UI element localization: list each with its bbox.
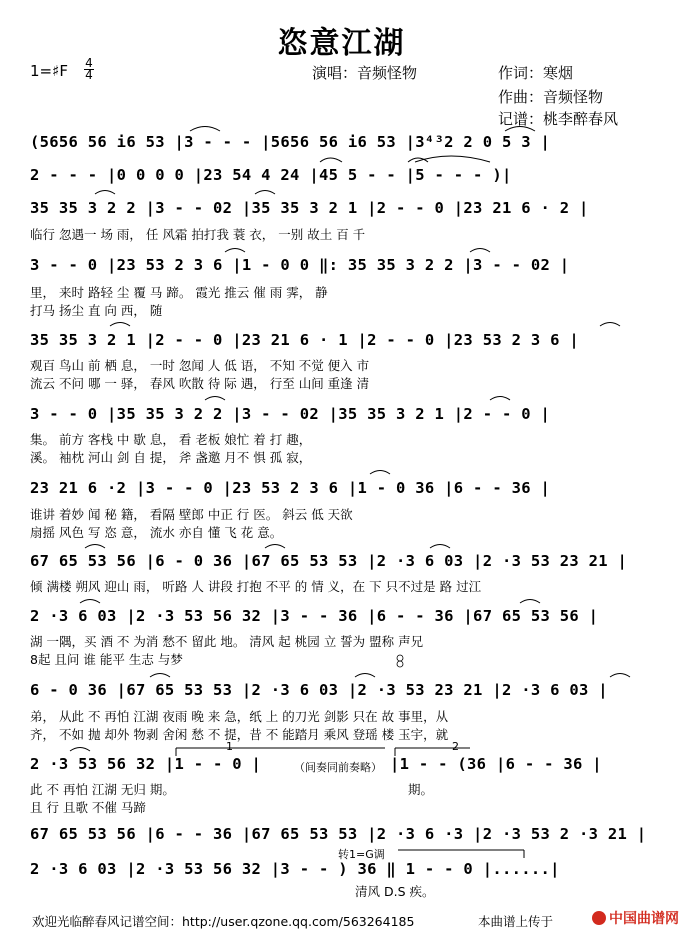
lyric-row-9: 扇摇 风色 写 恣 意， 流水 亦自 懂 飞 花 意。 bbox=[30, 525, 283, 540]
lyric-row-16: 且 行 且歌 不催 马蹄 bbox=[30, 800, 146, 815]
score-row-13: 2 ·3 6 03 |2 ·3 53 56 32 |3 - - ) 36 ‖ 1 - - 0 |......| bbox=[30, 860, 560, 878]
ending-1-lyric: 期。 bbox=[408, 782, 434, 797]
score-row-1: (5656 56 i6 53 |3 - - - |5656 56 i6 53 |3⁴³2 2 0 5 3 | bbox=[30, 133, 551, 151]
score-row-12: 67 65 53 56 |6 - - 36 |67 65 53 53 |2 ·3 6 ·3 |2 ·3 53 2 ·3 21 | bbox=[30, 825, 647, 843]
lyric-row-11: 湖 一隅，买 酒 不 为消 愁不 留此 地。 清风 起 桃园 立 誓为 盟称 声兄 bbox=[30, 634, 424, 649]
score-row-2: 2 - - - |0 0 0 0 |23 54 4 24 |45 5 - - |5 - - - )| bbox=[30, 166, 512, 184]
key-signature: 1=♯F bbox=[30, 62, 68, 80]
lyric-row-17: 清风 D.S 疾。 bbox=[355, 884, 435, 899]
ending-1-mark: 1 bbox=[226, 740, 233, 753]
lyric-row-15: 此 不 再怕 江湖 无归 期。 bbox=[30, 782, 175, 797]
score-row-10: 6 - 0 36 |67 65 53 53 |2 ·3 6 03 |2 ·3 53 23 21 |2 ·3 6 03 | bbox=[30, 681, 608, 699]
logo-icon bbox=[592, 911, 606, 925]
singer-credit: 演唱：音频怪物 bbox=[312, 64, 418, 82]
ending-2-mark: 2 bbox=[452, 740, 459, 753]
lyric-row-5: 流云 不问 哪 一 驿， 春风 吹散 待 际 遇， 行至 山间 重逢 清 bbox=[30, 376, 370, 391]
lyric-row-10: 倾 满楼 朔风 迎山 雨， 听路 人 讲段 打抱 不平 的 情 义，在 下 只不过是 路 过江 bbox=[30, 579, 482, 594]
modulation-note: 转1=G调 bbox=[338, 848, 385, 861]
lyric-row-7: 溪。 袖枕 河山 剑 自 提， 斧 盏邀 月不 惧 孤 寂， bbox=[30, 450, 312, 465]
score-row-4: 3 - - 0 |23 53 2 3 6 |1 - 0 0 ‖: 35 35 3 2 2 |3 - - 02 | bbox=[30, 256, 570, 274]
score-row-6: 3 - - 0 |35 35 3 2 2 |3 - - 02 |35 35 3 2 1 |2 - - 0 | bbox=[30, 405, 551, 423]
lyric-row-14: 齐， 不如 抛 却外 物剥 舍闲 愁 不 提，昔 不 能踏月 乘风 登瑶 楼 玉宇，就 bbox=[30, 727, 449, 742]
lyric-row-8: 谁讲 着妙 闻 秘 籍， 看隔 壁郎 中正 行 医。 斜云 低 天欲 bbox=[30, 507, 353, 522]
time-signature-bottom: 4 bbox=[85, 68, 93, 82]
lyric-row-2: 里， 来时 路轻 尘 覆 马 蹄。 霞光 推云 催 雨 霁， 静 bbox=[30, 285, 328, 300]
score-row-5: 35 35 3 2 1 |2 - - 0 |23 21 6 · 1 |2 - - 0 |23 53 2 3 6 | bbox=[30, 331, 580, 349]
score-row-11a: 2 ·3 53 56 32 |1 - - 0 | bbox=[30, 755, 262, 773]
lyric-row-12: 8起 且问 谁 能平 生志 与梦 bbox=[30, 652, 183, 667]
lyric-row-13: 弟， 从此 不 再怕 江湖 夜雨 晚 来 急，纸 上 的刀光 剑影 只在 故 事里，从 bbox=[30, 709, 449, 724]
lyric-row-3: 打马 扬尘 直 向 西， 随 bbox=[30, 303, 163, 318]
score-row-8: 67 65 53 56 |6 - 0 36 |67 65 53 53 |2 ·3 6 03 |2 ·3 53 23 21 | bbox=[30, 552, 628, 570]
score-row-7: 23 21 6 ·2 |3 - - 0 |23 53 2 3 6 |1 - 0 36 |6 - - 36 | bbox=[30, 479, 551, 497]
lyric-row-6: 集。 前方 客栈 中 歇 息， 看 老板 娘忙 着 打 趣， bbox=[30, 432, 312, 447]
lyricist-credit: 作词：寒烟 bbox=[498, 64, 574, 82]
footer-upload-text: 本曲谱上传于 bbox=[478, 914, 554, 929]
lyric-row-4: 观百 鸟山 前 栖 息， 一时 忽闻 人 低 语， 不知 不觉 便入 市 bbox=[30, 358, 370, 373]
score-row-3: 35 35 3 2 2 |3 - - 02 |35 35 3 2 1 |2 - - 0 |23 21 6 · 2 | bbox=[30, 199, 589, 217]
footer-website-text: 欢迎光临醉春风记谱空间：http://user.qzone.qq.com/563264185 bbox=[32, 914, 415, 929]
song-title: 恣意江湖 bbox=[277, 26, 406, 61]
site-logo bbox=[592, 908, 679, 928]
time-signature-top: 4 bbox=[85, 56, 93, 70]
score-row-11b: |1 - - (36 |6 - - 36 | bbox=[390, 755, 602, 773]
interlude-note: （间奏同前奏略） bbox=[294, 761, 382, 774]
score-row-9: 2 ·3 6 03 |2 ·3 53 56 32 |3 - - 36 |6 - - 36 |67 65 53 56 | bbox=[30, 607, 599, 625]
lyric-row-1: 临行 忽遇一 场 雨， 任 风霜 拍打我 蓑 衣， 一别 故土 百 千 bbox=[30, 227, 366, 242]
composer-credit: 作曲：音频怪物 bbox=[498, 88, 604, 106]
logo-text: 中国曲谱网 bbox=[609, 911, 679, 927]
transcriber-credit: 记谱：桃李醉春风 bbox=[498, 110, 619, 128]
